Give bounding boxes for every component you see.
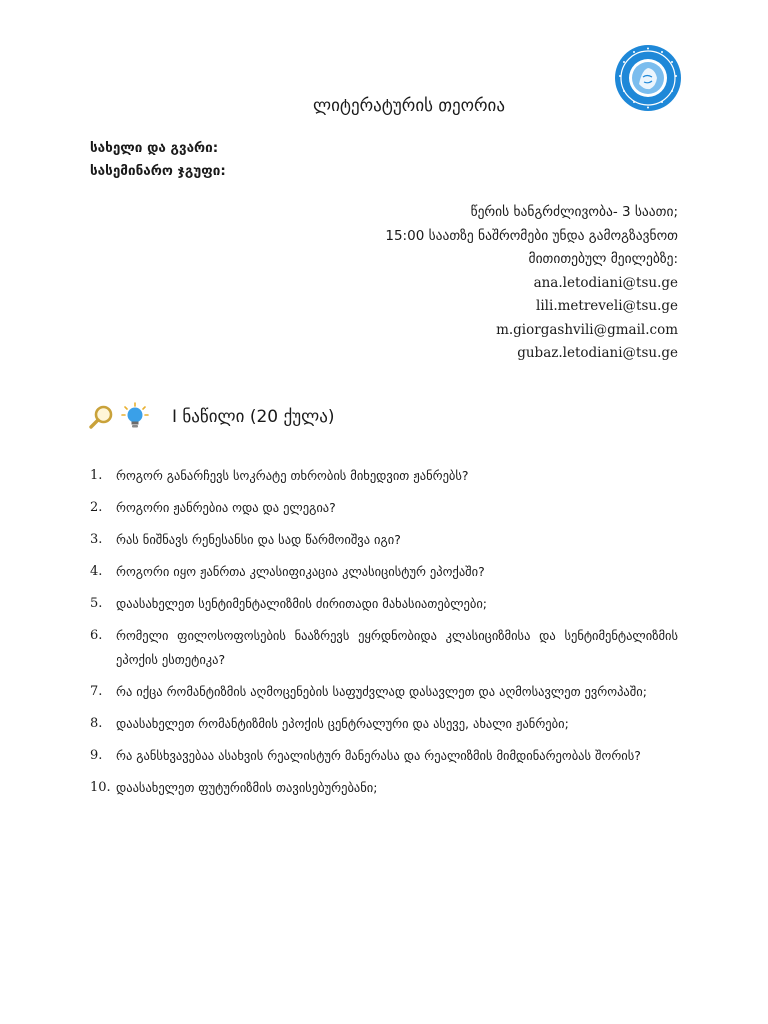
question-list xyxy=(90,464,678,808)
student-fields xyxy=(90,137,226,183)
group-field-label: სასემინარო ჯგუფი: xyxy=(90,163,226,179)
duration-text: წერის ხანგრძლივობა- 3 საათი; xyxy=(470,204,678,220)
question-item xyxy=(90,464,678,488)
question-number: 7. xyxy=(90,683,103,699)
question-number: 9. xyxy=(90,747,103,763)
question-text: დაასახელეთ სენტიმენტალიზმის ძირითადი მახასიათებლები; xyxy=(116,596,488,611)
question-item xyxy=(90,496,678,520)
question-item xyxy=(90,776,678,800)
email-link[interactable]: m.giorgashvili@gmail.com xyxy=(496,321,678,338)
question-number: 5. xyxy=(90,596,103,611)
question-number: 8. xyxy=(90,715,103,731)
section-title: I ნაწილი (20 ქულა) xyxy=(172,407,335,427)
question-text: დაასახელეთ ფუტურიზმის თავისებურებანი; xyxy=(116,779,378,795)
question-number: 2. xyxy=(90,500,103,515)
question-number: 4. xyxy=(90,564,103,579)
section-header xyxy=(88,402,334,432)
question-item xyxy=(90,712,678,736)
emails-label: მითითებულ მეილებზე: xyxy=(528,251,678,267)
question-item xyxy=(90,592,678,616)
email-link[interactable]: gubaz.letodiani@tsu.ge xyxy=(517,345,678,361)
magnifier-icon xyxy=(88,404,114,430)
exam-info xyxy=(385,201,678,366)
question-item xyxy=(90,624,678,671)
question-number: 10. xyxy=(90,779,111,795)
email-link[interactable]: ana.letodiani@tsu.ge xyxy=(533,274,678,291)
question-number: 1. xyxy=(90,468,103,483)
question-number: 6. xyxy=(90,628,103,643)
lightbulb-icon xyxy=(120,402,150,432)
question-text: რომელი ფილოსოფოსების ნააზრევს ეყრდნობიდა კლასიციზმისა და სენტიმენტალიზმის ეპოქის ესთეტიკა? xyxy=(116,628,678,667)
question-text: როგორი ჟანრებია ოდა და ელეგია? xyxy=(116,500,336,515)
question-text: რას ნიშნავს რენესანსი და სად წარმოიშვა იგი? xyxy=(116,532,401,547)
question-item xyxy=(90,560,678,584)
question-text: რა განსხვავებაა ასახვის რეალისტურ მანერასა და რეალიზმის მიმდინარეობას შორის? xyxy=(116,747,641,763)
email-link[interactable]: lili.metreveli@tsu.ge xyxy=(536,298,678,314)
question-number: 3. xyxy=(90,532,103,547)
question-text: რა იქცა რომანტიზმის აღმოცენების საფუძვლად დასავლეთ და აღმოსავლეთ ევროპაში; xyxy=(116,683,647,699)
question-text: როგორი იყო ჟანრთა კლასიფიკაცია კლასიცისტურ ეპოქაში? xyxy=(116,564,485,579)
question-text: დაასახელეთ რომანტიზმის ეპოქის ცენტრალური და ასევე, ახალი ჟანრები; xyxy=(116,715,569,731)
question-item xyxy=(90,528,678,552)
name-field-label: სახელი და გვარი: xyxy=(90,140,219,156)
page-title: ლიტერატურის თეორია xyxy=(312,96,505,116)
question-item xyxy=(90,680,678,704)
deadline-text: 15:00 საათზე ნაშრომები უნდა გამოგზავნოთ xyxy=(385,227,678,244)
question-item xyxy=(90,744,678,768)
question-text: როგორ განარჩევს სოკრატე თხრობის მიხედვით ჟანრებს? xyxy=(116,468,469,483)
